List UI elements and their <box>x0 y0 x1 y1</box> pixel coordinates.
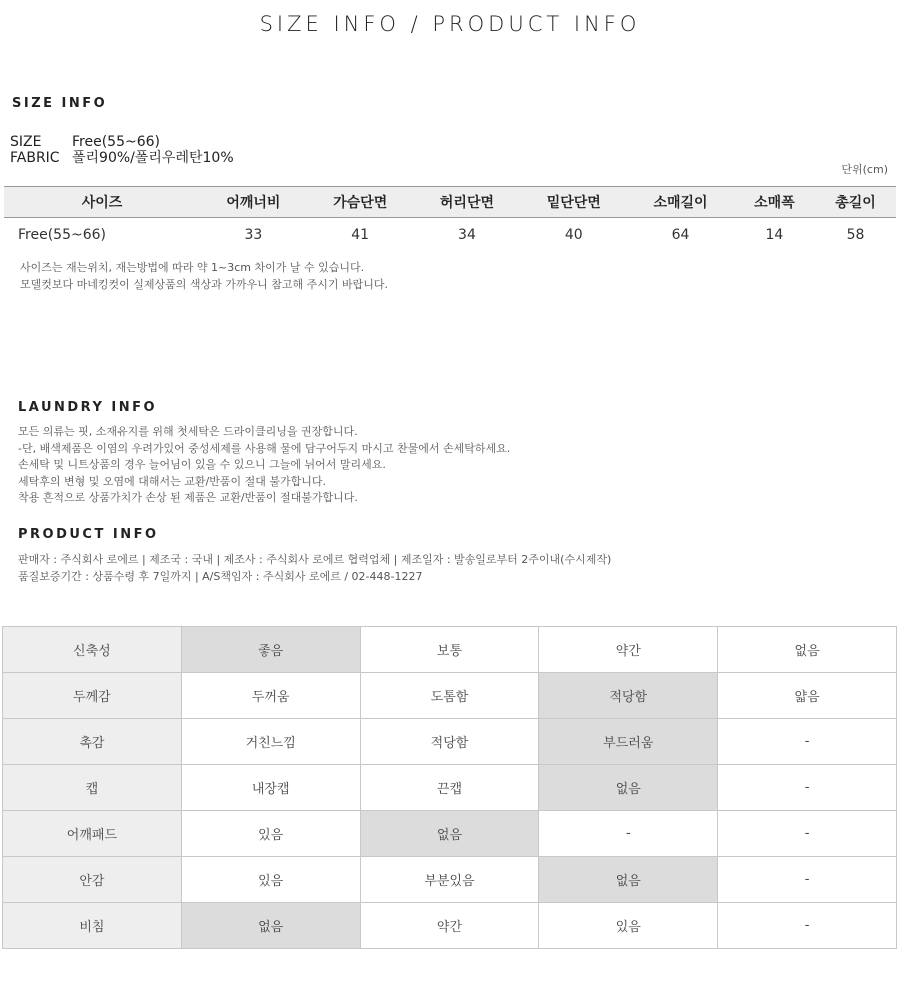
size-col-header: 소매길이 <box>627 187 734 218</box>
size-cell: Free(55~66) <box>18 226 106 243</box>
property-option: 있음 <box>181 857 360 903</box>
property-option-selected: 없음 <box>539 857 718 903</box>
table-row <box>3 719 897 765</box>
size-col-header: 어깨너비 <box>200 187 307 218</box>
property-option: 적당함 <box>360 719 539 765</box>
property-option: - <box>539 811 718 857</box>
fabric-value: 폴리90%/폴리우레탄10% <box>72 150 234 166</box>
size-value: Free(55~66) <box>72 134 160 150</box>
size-cell: 40 <box>564 226 583 243</box>
product-info-title: PRODUCT INFO <box>18 527 159 542</box>
property-table <box>2 626 897 949</box>
property-option: 있음 <box>539 903 718 949</box>
property-label: 안감 <box>3 857 182 903</box>
unit-label: 단위(cm) <box>841 163 888 176</box>
size-cell: 41 <box>351 226 370 243</box>
property-option: 부분있음 <box>360 857 539 903</box>
property-label: 두께감 <box>3 673 182 719</box>
product-line: 품질보증기간 : 상품수령 후 7일까지 | A/S책임자 : 주식회사 로에르 / 02-448-1227 <box>18 569 423 583</box>
size-table <box>4 186 896 251</box>
product-line: 판매자 : 주식회사 로에르 | 제조국 : 국내 | 제조사 : 주식회사 로에르 협력업체 | 제조일자 : 발송일로부터 2주이내(수시제작) <box>18 553 612 566</box>
laundry-line: 착용 흔적으로 상품가치가 손상 된 제품은 교환/반품이 절대불가합니다. <box>18 491 358 504</box>
property-option: 거친느낌 <box>181 719 360 765</box>
fabric-key: FABRIC <box>10 150 60 166</box>
property-option-selected: 좋음 <box>181 627 360 673</box>
size-notes <box>20 260 388 293</box>
table-row <box>3 903 897 949</box>
size-col-header: 소매폭 <box>734 187 815 218</box>
laundry-notes <box>18 424 510 507</box>
property-option: 약간 <box>539 627 718 673</box>
property-label: 비침 <box>3 903 182 949</box>
property-label: 어깨패드 <box>3 811 182 857</box>
size-note: 모델컷보다 마네킹컷이 실제상품의 색상과 가까우니 참고해 주시기 바랍니다. <box>20 277 389 291</box>
spec-block <box>10 134 234 166</box>
property-option: - <box>718 811 897 857</box>
product-notes <box>18 552 611 585</box>
property-option-selected: 없음 <box>539 765 718 811</box>
size-col-header: 밑단단면 <box>520 187 627 218</box>
table-row <box>4 218 896 252</box>
property-option: - <box>718 857 897 903</box>
size-info-title: SIZE INFO <box>12 96 108 111</box>
laundry-line: 손세탁 및 니트상품의 경우 늘어님이 있을 수 있으니 그늘에 뉘어서 말리세요. <box>18 458 386 471</box>
property-option-selected: 부드러움 <box>539 719 718 765</box>
property-option: 도톰함 <box>360 673 539 719</box>
property-option: 내장캡 <box>181 765 360 811</box>
property-option: - <box>718 903 897 949</box>
page-title: SIZE INFO / PRODUCT INFO <box>259 12 641 36</box>
size-key: SIZE <box>10 134 42 150</box>
table-row <box>3 765 897 811</box>
laundry-line: 세탁후의 변형 및 오염에 대해서는 교환/반품이 절대 불가합니다. <box>18 474 326 488</box>
size-cell: 64 <box>671 226 690 243</box>
property-option: - <box>718 765 897 811</box>
property-label: 촉감 <box>3 719 182 765</box>
size-cell: 14 <box>765 226 784 243</box>
property-option: 두꺼움 <box>181 673 360 719</box>
property-option: 있음 <box>181 811 360 857</box>
property-option-selected: 없음 <box>181 903 360 949</box>
table-row <box>3 673 897 719</box>
property-option: 얇음 <box>718 673 897 719</box>
size-cell: 34 <box>458 226 476 243</box>
property-option: - <box>718 719 897 765</box>
size-col-header: 총길이 <box>815 187 896 218</box>
size-note: 사이즈는 재는위치, 재는방법에 따라 약 1~3cm 차이가 날 수 있습니다. <box>20 261 365 274</box>
table-row <box>3 857 897 903</box>
size-col-header: 가슴단면 <box>307 187 414 218</box>
property-option: 끈캡 <box>360 765 539 811</box>
laundry-line: -단, 배색제품은 이염의 우려가있어 중성세제를 사용해 물에 담구어두지 마시고 찬물에서 손세탁하세요. <box>18 441 511 455</box>
size-table-header <box>4 187 896 218</box>
property-option-selected: 없음 <box>360 811 539 857</box>
size-col-header: 사이즈 <box>4 187 200 218</box>
property-option-selected: 적당함 <box>539 673 718 719</box>
size-cell: 33 <box>244 226 263 243</box>
table-row <box>3 627 897 673</box>
property-label: 신축성 <box>3 627 182 673</box>
table-row <box>3 811 897 857</box>
property-option: 약간 <box>360 903 539 949</box>
laundry-line: 모든 의류는 핏, 소재유지를 위해 첫세탁은 드라이클리닝을 권장합니다. <box>18 425 358 438</box>
size-col-header: 허리단면 <box>414 187 521 218</box>
laundry-info-title: LAUNDRY INFO <box>18 400 158 415</box>
property-option: 보통 <box>360 627 539 673</box>
property-option: 없음 <box>718 627 897 673</box>
size-cell: 58 <box>846 226 865 243</box>
property-label: 캡 <box>3 765 182 811</box>
